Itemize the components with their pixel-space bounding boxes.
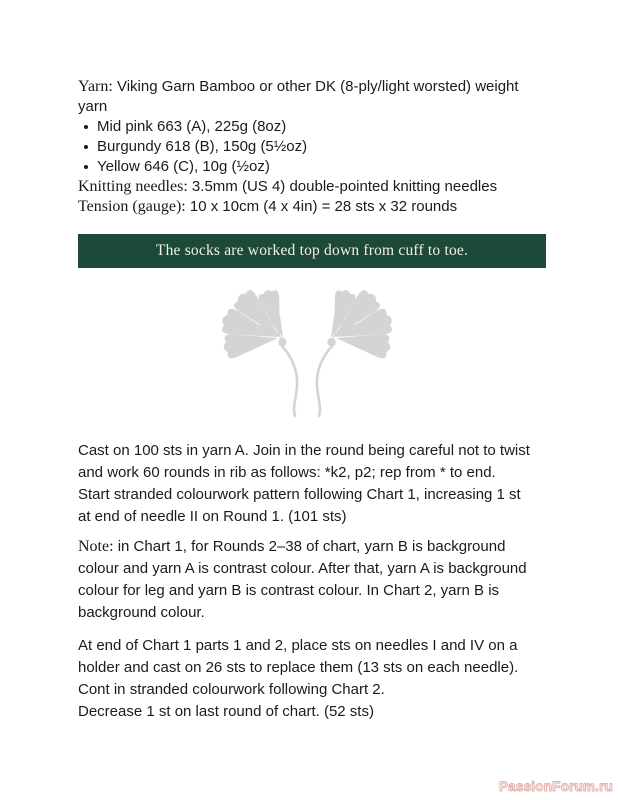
needles-text: 3.5mm (US 4) double-pointed knitting needles xyxy=(187,178,498,195)
instruction-line: Start stranded colourwork pattern following Chart 1, increasing 1 st xyxy=(78,486,521,503)
yarn-label: Yarn: xyxy=(78,78,113,95)
instruction-line: holder and cast on 26 sts to replace them (13 sts on each needle). xyxy=(78,659,519,676)
note-paragraph xyxy=(78,536,548,624)
yarn-line xyxy=(78,77,548,97)
note-text: in Chart 1, for Rounds 2–38 of chart, yarn B is background xyxy=(113,538,506,555)
bullet-icon xyxy=(84,125,88,129)
needles-line xyxy=(78,177,548,197)
flower-motif xyxy=(222,286,392,420)
page-content xyxy=(78,77,548,723)
bullet-icon xyxy=(84,145,88,149)
note-line xyxy=(78,536,548,558)
yarn-list-item-label: Yellow 646 (C), 10g (½oz) xyxy=(97,158,270,175)
tension-label: Tension (gauge): xyxy=(78,198,186,215)
instruction-line: Cast on 100 sts in yarn A. Join in the round being careful not to twist xyxy=(78,442,530,459)
yarn-text: Viking Garn Bamboo or other DK (8-ply/light worsted) weight xyxy=(112,78,519,95)
note-line: colour for leg and yarn B is contrast colour. In Chart 2, yarn B is xyxy=(78,582,500,599)
note-line: background colour. xyxy=(78,604,205,621)
yarn-list-item-label: Burgundy 618 (B), 150g (5½oz) xyxy=(97,138,308,155)
yarn-list-item xyxy=(78,117,548,137)
instruction-line: at end of needle II on Round 1. (101 sts) xyxy=(78,508,347,525)
note-label: Note: xyxy=(78,538,114,555)
materials-section xyxy=(78,77,548,217)
yarn-list-item xyxy=(78,137,548,157)
bullet-icon xyxy=(84,165,88,169)
instruction-paragraph-2 xyxy=(78,635,548,723)
callout-banner-text: The socks are worked top down from cuff to toe. xyxy=(155,242,469,259)
yarn-list-item-label: Mid pink 663 (A), 225g (8oz) xyxy=(97,118,287,135)
instruction-line: Decrease 1 st on last round of chart. (52 sts) xyxy=(78,703,374,720)
needles-label: Knitting needles: xyxy=(78,178,188,195)
instruction-paragraph-1 xyxy=(78,440,548,528)
instruction-line: and work 60 rounds in rib as follows: *k2, p2; rep from * to end. xyxy=(78,464,496,481)
yarn-list-item xyxy=(78,157,548,177)
instruction-line: Cont in stranded colourwork following Chart 2. xyxy=(78,681,385,698)
flower-motif-icon xyxy=(222,286,392,420)
instruction-line: At end of Chart 1 parts 1 and 2, place sts on needles I and IV on a xyxy=(78,637,518,654)
note-line: colour and yarn A is contrast colour. After that, yarn A is background xyxy=(78,560,527,577)
callout-banner xyxy=(78,234,546,268)
tension-line xyxy=(78,197,548,217)
tension-text: 10 x 10cm (4 x 4in) = 28 sts x 32 rounds xyxy=(185,198,458,215)
watermark: PassionForum.ru xyxy=(498,779,613,794)
yarn-line-2: yarn xyxy=(78,98,108,115)
